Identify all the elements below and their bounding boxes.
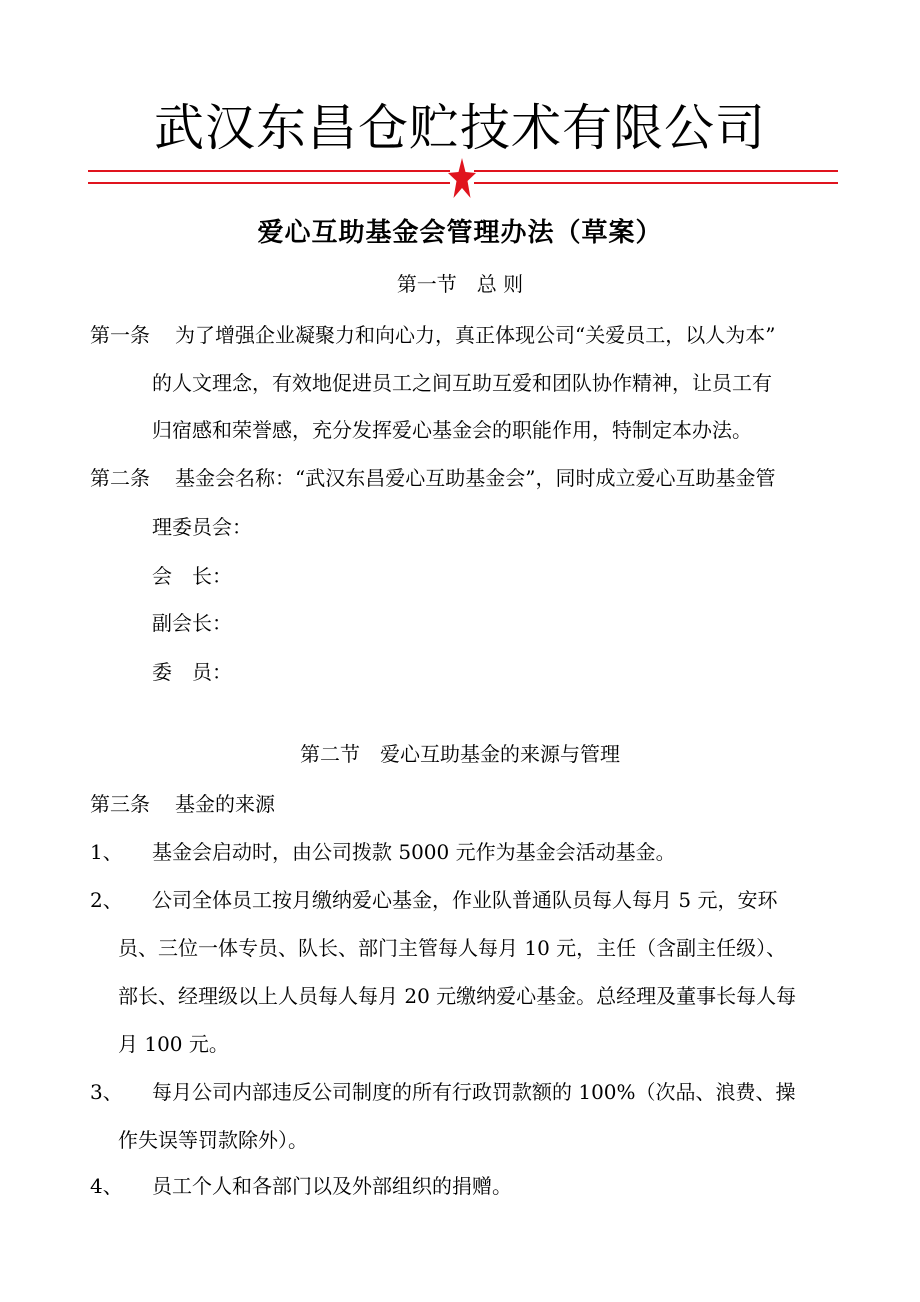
document-title: 爱心互助基金会管理办法（草案）	[257, 218, 663, 248]
article-1-line-1: 为了增强企业凝聚力和向心力，真正体现公司“关爱员工，以人为本”	[175, 323, 776, 347]
item-2-line-2: 员、三位一体专员、队长、部门主管每人每月 10 元，主任（含副主任级）、	[118, 936, 787, 960]
company-name: 武汉东昌仓贮技术有限公司	[154, 99, 766, 157]
item-1-number: 1、	[90, 840, 123, 864]
section-2-heading: 第二节 爱心互助基金的来源与管理	[300, 742, 620, 766]
item-3-line-1: 每月公司内部违反公司制度的所有行政罚款额的 100%（次品、浪费、操	[152, 1080, 796, 1104]
article-2-line-1: 基金会名称：“武汉东昌爱心互助基金会”，同时成立爱心互助基金管	[175, 466, 776, 490]
header-rule-right-bottom	[474, 182, 838, 184]
item-2-line-1: 公司全体员工按月缴纳爱心基金，作业队普通队员每人每月 5 元，安环	[152, 888, 778, 912]
item-1-line-1: 基金会启动时，由公司拨款 5000 元作为基金会活动基金。	[152, 840, 676, 864]
item-3-number: 3、	[90, 1080, 123, 1104]
article-1-label: 第一条	[90, 323, 150, 347]
item-4-number: 4、	[90, 1174, 123, 1198]
item-4-line-1: 员工个人和各部门以及外部组织的捐赠。	[152, 1174, 512, 1198]
section-1-heading: 第一节 总 则	[396, 272, 524, 296]
header-rule-right-top	[474, 170, 838, 172]
article-2-line-2: 理委员会：	[152, 515, 252, 539]
role-vice-president: 副会长：	[152, 611, 232, 635]
role-member: 委 员：	[152, 660, 232, 684]
article-1-line-3: 归宿感和荣誉感，充分发挥爱心基金会的职能作用，特制定本办法。	[152, 418, 752, 442]
header-rule-left-bottom	[88, 182, 450, 184]
item-2-number: 2、	[90, 888, 123, 912]
article-2-label: 第二条	[90, 466, 150, 490]
role-president: 会 长：	[152, 564, 232, 588]
item-3-line-2: 作失误等罚款除外）。	[118, 1128, 308, 1152]
header-rule-left-top	[88, 170, 450, 172]
article-3-text: 基金的来源	[175, 792, 275, 816]
article-3-label: 第三条	[90, 792, 150, 816]
star-icon	[448, 158, 476, 198]
item-2-line-4: 月 100 元。	[118, 1032, 229, 1056]
article-1-line-2: 的人文理念，有效地促进员工之间互助互爱和团队协作精神，让员工有	[152, 371, 772, 395]
item-2-line-3: 部长、经理级以上人员每人每月 20 元缴纳爱心基金。总经理及董事长每人每	[118, 984, 797, 1008]
